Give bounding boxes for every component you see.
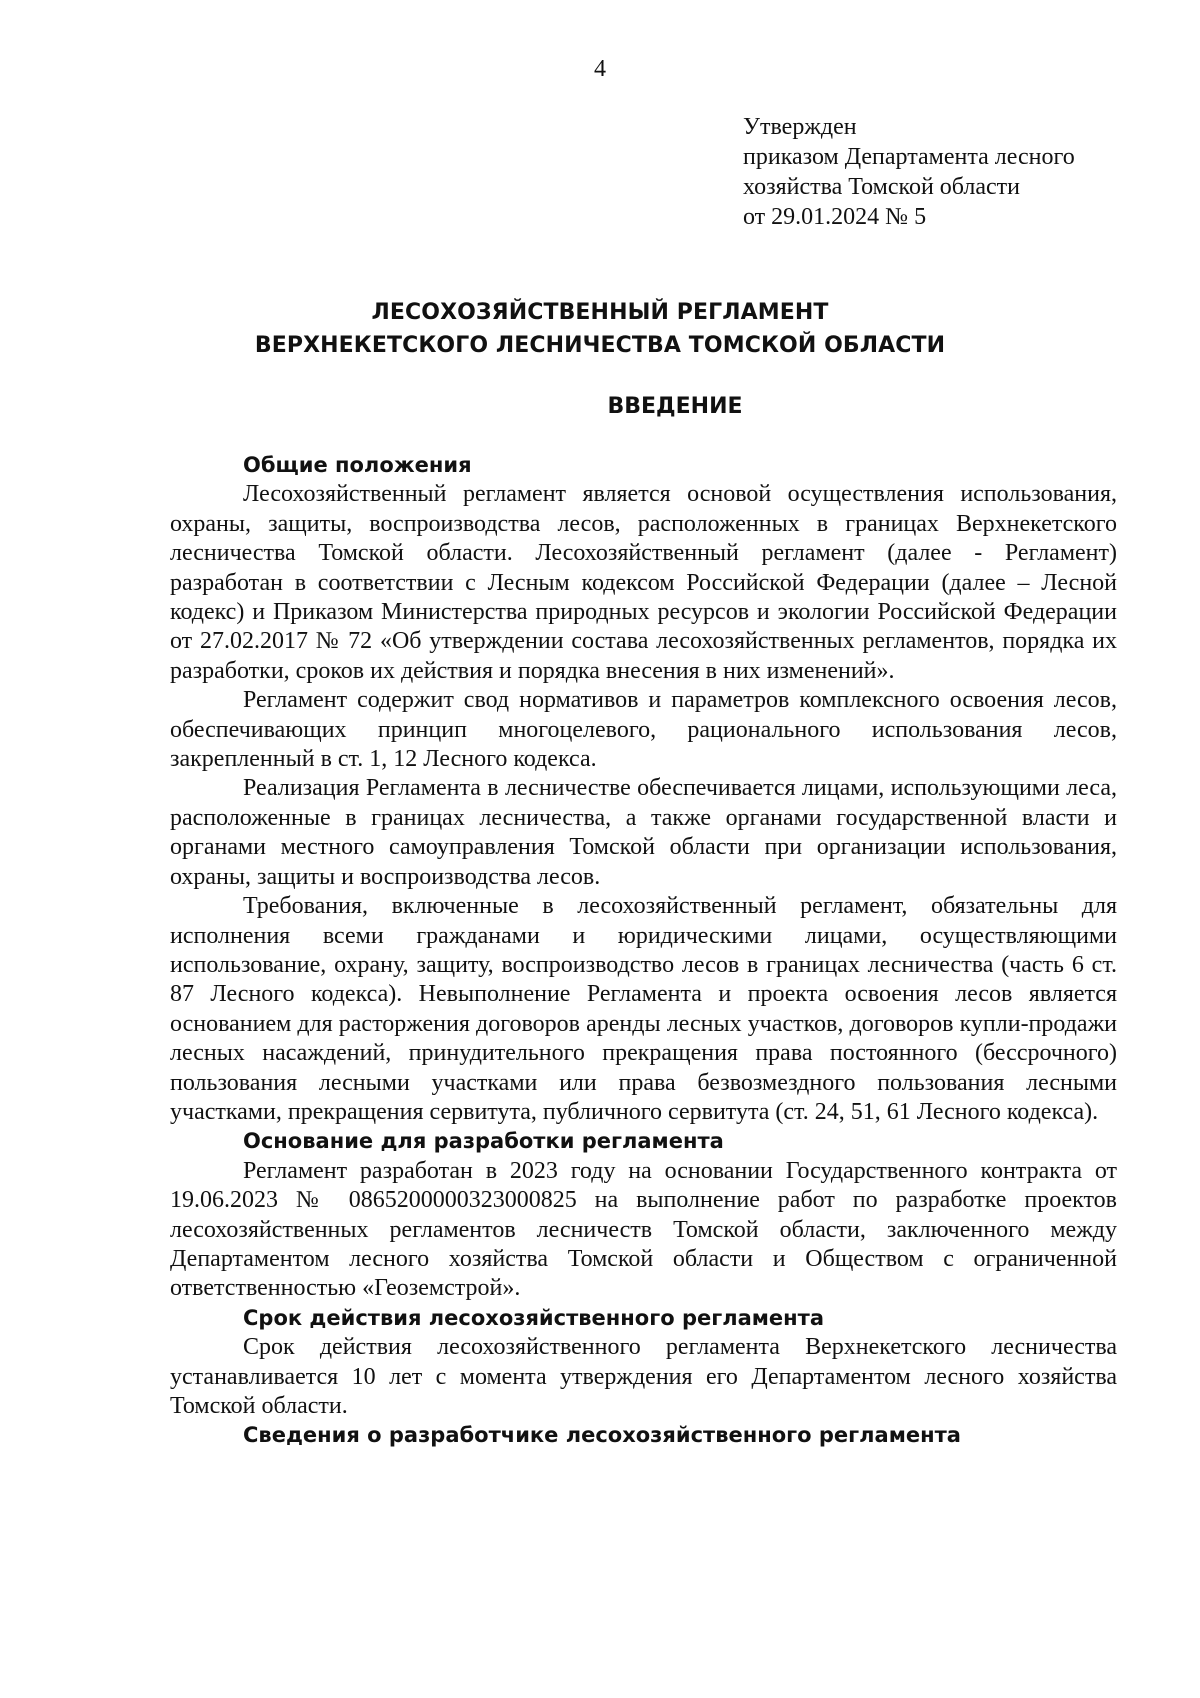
section-heading-developer: Сведения о разработчике лесохозяйственного регламента: [243, 1423, 961, 1448]
section-heading-general: Общие положения: [243, 453, 472, 477]
page-number: 4: [594, 56, 606, 82]
section-heading-term: Срок действия лесохозяйственного регламента: [243, 1305, 825, 1330]
document-body: [170, 451, 1117, 1451]
title-line: ЛЕСОХОЗЯЙСТВЕННЫЙ РЕГЛАМЕНТ: [371, 300, 829, 325]
title-line: ВЕРХНЕКЕТСКОГО ЛЕСНИЧЕСТВА ТОМСКОЙ ОБЛАСТИ: [254, 333, 946, 358]
paragraph: Реализация Регламента в лесничестве обеспечивается лицами, использующими леса, расположенные в границах лесничества, а также органами государственной власти и органами местного самоуправления Томской области при организации использования, охраны, защиты и воспроизводства лесов.: [170, 775, 1117, 890]
approval-line: Утвержден: [743, 114, 857, 140]
approval-line: от 29.01.2024 № 5: [743, 204, 927, 230]
section-heading-basis: Основание для разработки регламента: [243, 1129, 724, 1154]
approval-block: [743, 112, 1163, 232]
paragraph: Регламент содержит свод нормативов и параметров комплексного освоения лесов, обеспечивающих принцип многоцелевого, рационального использования лесов, закрепленный в ст. 1, 12 Лесного кодекса.: [170, 687, 1117, 773]
paragraph: Регламент разработан в 2023 году на основании Государственного контракта от 19.06.2023 № 0865200000323000825 на выполнение работ по разработке проектов лесохозяйственных регламентов лесничеств Томской области, заключенного между Департаментом лесного хозяйства Томской области и Обществом с ограниченной ответственностью «Геоземстрой».: [170, 1157, 1117, 1302]
paragraph: Лесохозяйственный регламент является основой осуществления использования, охраны, защиты, воспроизводства лесов, расположенных в границах Верхнекетского лесничества Томской области. Лесохозяйственный регламент (далее - Регламент) разработан в соответствии с Лесным кодексом Российской Федерации (далее – Лесной кодекс) и Приказом Министерства природных ресурсов и экологии Российской Федерации от 27.02.2017 № 72 «Об утверждении состава лесохозяйственных регламентов, порядка их разработки, сроков их действия и порядка внесения в них изменений».: [170, 481, 1117, 684]
paragraph: Требования, включенные в лесохозяйственный регламент, обязательны для исполнения всеми гражданами и юридическими лицами, осуществляющими использование, охрану, защиту, воспроизводство лесов в границах лесничества (часть 6 ст. 87 Лесного кодекса). Невыполнение Регламента и проекта освоения лесов является основанием для расторжения договоров аренды лесных участков, договоров купли-продажи лесных насаждений, принудительного прекращения права постоянного (бессрочного) пользования лесными участками или права безвозмездного пользования лесными участками, прекращения сервитута, публичного сервитута (ст. 24, 51, 61 Лесного кодекса).: [170, 893, 1117, 1125]
approval-line: приказом Департамента лесного: [743, 144, 1075, 170]
intro-heading: ВВЕДЕНИЕ: [607, 394, 743, 419]
paragraph: Срок действия лесохозяйственного регламента Верхнекетского лесничества устанавливается 10 лет с момента утверждения его Департаментом лесного хозяйства Томской области.: [170, 1334, 1117, 1419]
document-title: [0, 296, 1200, 362]
approval-line: хозяйства Томской области: [743, 174, 1021, 200]
